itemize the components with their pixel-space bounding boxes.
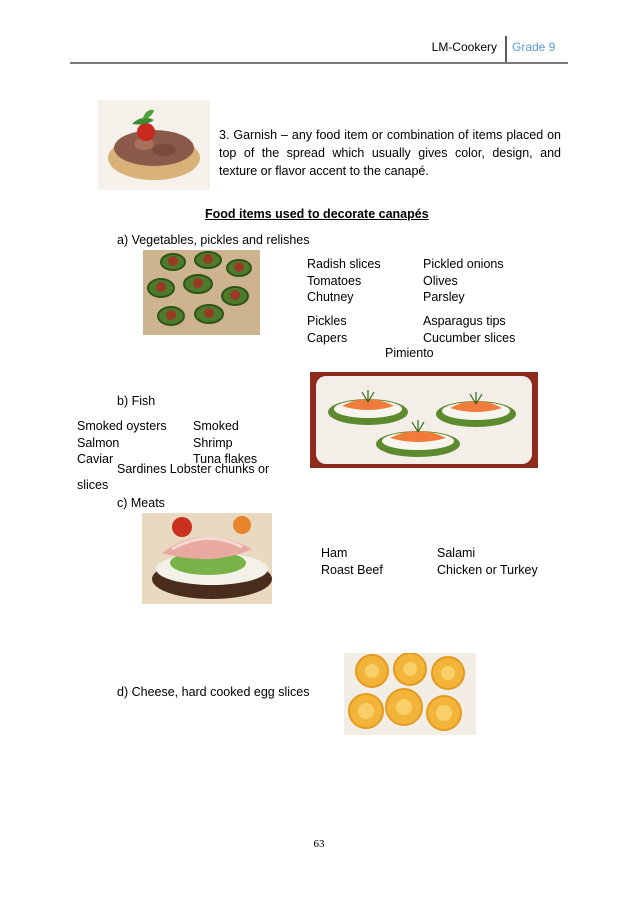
fish-list-col2 bbox=[193, 418, 257, 468]
list-item: Pickled onions bbox=[423, 257, 504, 271]
veg-list-col2-second bbox=[423, 313, 515, 346]
smoked-salmon-canapes-photo bbox=[310, 372, 538, 468]
garnish-canape-photo bbox=[98, 100, 210, 190]
list-item: Tomatoes bbox=[307, 273, 362, 288]
vegetables-category-title: a) Vegetables, pickles and relishes bbox=[117, 233, 310, 247]
list-item: Smoked oysters bbox=[77, 419, 167, 433]
ham-canape-photo bbox=[142, 513, 272, 604]
cucumber-canapes-photo bbox=[143, 250, 260, 335]
list-item: Smoked bbox=[193, 419, 239, 433]
list-item: Pickles bbox=[307, 314, 347, 328]
list-item: Olives bbox=[423, 273, 458, 288]
list-item: slices bbox=[77, 478, 109, 492]
list-item: Chicken or Turkey bbox=[437, 562, 538, 577]
veg-list-col2 bbox=[423, 256, 504, 306]
egg-slices-photo bbox=[344, 653, 476, 735]
list-item: Tuna flakes bbox=[193, 452, 258, 466]
list-item: Cucumber slices bbox=[423, 330, 516, 345]
list-item: Ham bbox=[321, 546, 348, 560]
list-item: Salami bbox=[437, 546, 476, 560]
list-item: Sardines Lobster chunks or bbox=[117, 462, 270, 476]
document-title: LM-Cookery bbox=[431, 40, 497, 54]
list-item: Parsley bbox=[423, 290, 465, 304]
list-item: Capers bbox=[307, 330, 348, 345]
meats-list-col1 bbox=[321, 545, 383, 578]
fish-category-title: b) Fish bbox=[117, 394, 156, 408]
list-item: Radish slices bbox=[307, 257, 381, 271]
meats-category-title: c) Meats bbox=[117, 496, 165, 510]
fish-list-col1 bbox=[77, 418, 167, 468]
page-number: 63 bbox=[313, 838, 325, 850]
list-item: Caviar bbox=[77, 452, 114, 466]
list-item: Pimiento bbox=[385, 346, 434, 360]
veg-list-col1 bbox=[307, 256, 381, 306]
list-item: Shrimp bbox=[193, 435, 233, 450]
garnish-definition: 3. Garnish – any food item or combination of items placed on top of the spread which usually gives color, design, and texture or flavor accent to the canapé. bbox=[219, 128, 561, 178]
list-item: Asparagus tips bbox=[423, 314, 506, 328]
meats-list-col2 bbox=[437, 545, 538, 578]
list-item: Chutney bbox=[307, 290, 354, 304]
veg-list-col1-second bbox=[307, 313, 347, 346]
grade-label: Grade 9 bbox=[512, 40, 556, 54]
section-heading: Food items used to decorate canapés bbox=[205, 207, 429, 221]
header-rule bbox=[70, 62, 568, 64]
header-divider bbox=[505, 36, 507, 62]
cheese-category-title: d) Cheese, hard cooked egg slices bbox=[117, 685, 310, 699]
list-item: Salmon bbox=[77, 435, 120, 450]
list-item: Roast Beef bbox=[321, 562, 383, 577]
